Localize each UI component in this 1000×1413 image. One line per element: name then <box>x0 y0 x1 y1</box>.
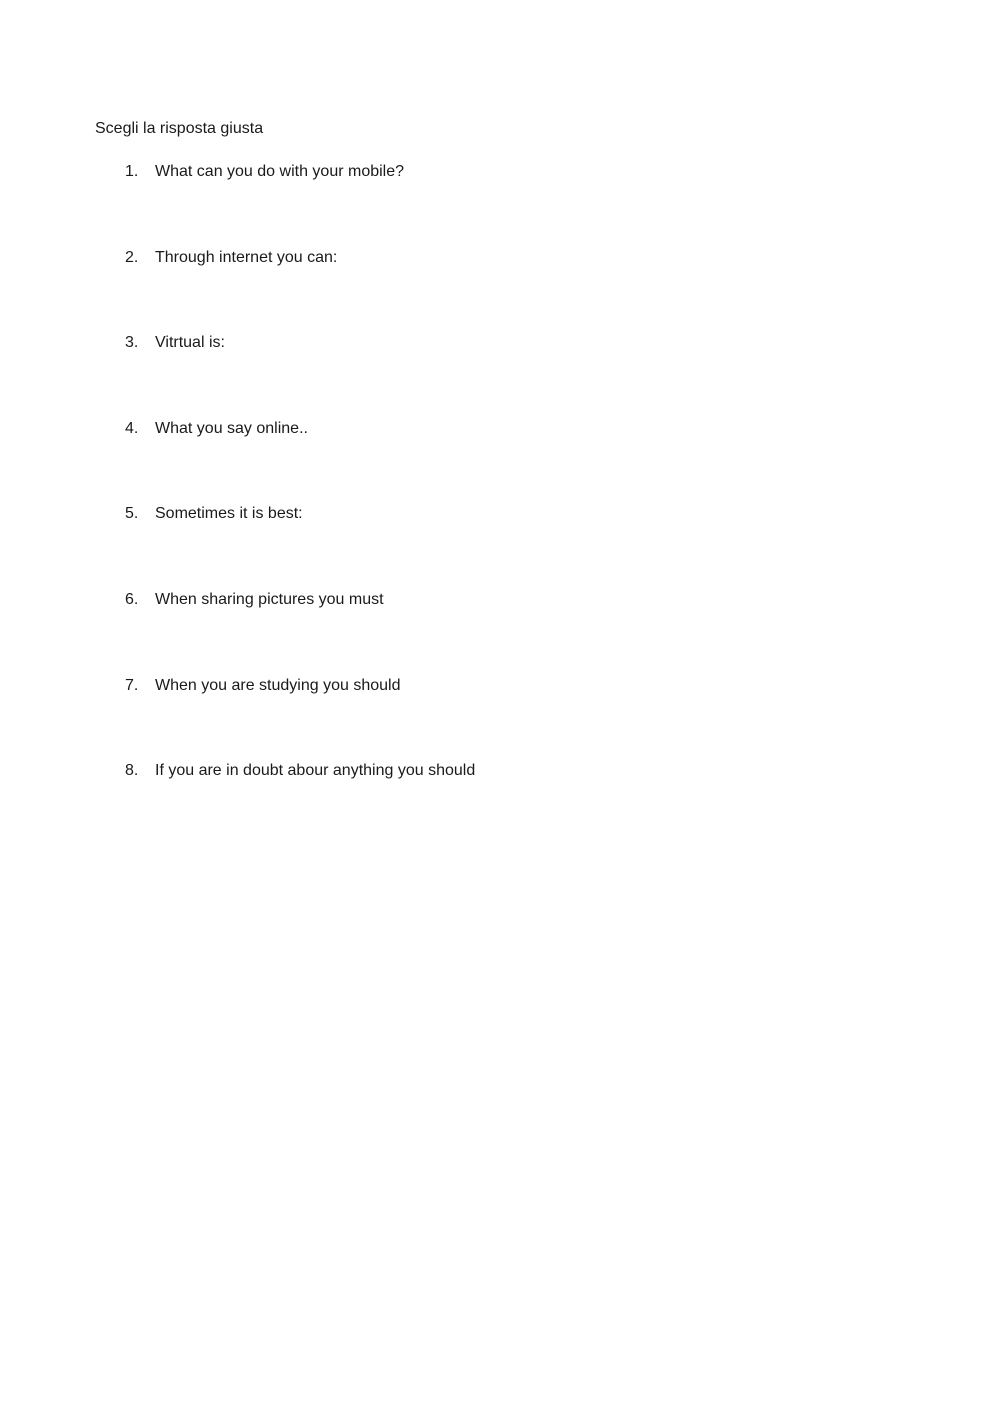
question-item <box>0 162 900 248</box>
question-text: Sometimes it is best: <box>155 505 303 523</box>
question-number: 8. <box>125 762 139 780</box>
question-text: What can you do with your mobile? <box>155 163 405 180</box>
question-number: 1. <box>125 163 139 180</box>
question-item <box>0 676 900 762</box>
question-item <box>0 761 900 847</box>
question-number: 6. <box>125 590 139 608</box>
question-item <box>0 419 900 505</box>
question-item <box>0 333 900 419</box>
instruction-text: Scegli la risposta giusta <box>95 120 264 137</box>
question-item <box>0 248 900 334</box>
question-item <box>0 504 900 590</box>
question-text: If you are in doubt abour anything you should <box>155 762 476 780</box>
question-text: Vitrtual is: <box>155 334 225 352</box>
question-number: 4. <box>125 419 139 437</box>
question-number: 3. <box>125 334 139 352</box>
question-text: When sharing pictures you must <box>155 590 384 608</box>
question-list <box>0 162 900 847</box>
question-number: 7. <box>125 676 139 694</box>
question-text: Through internet you can: <box>155 248 338 266</box>
question-item <box>0 590 900 676</box>
question-number: 5. <box>125 505 139 523</box>
question-text: When you are studying you should <box>155 676 401 694</box>
question-number: 2. <box>125 248 139 266</box>
question-text: What you say online.. <box>155 419 308 437</box>
